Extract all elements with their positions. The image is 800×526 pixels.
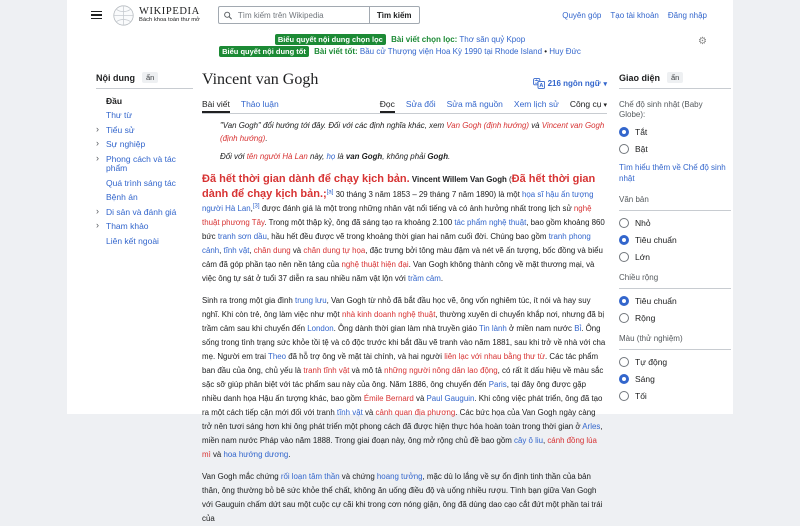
redlink[interactable]: cánh đồng lúa mì [202,435,597,459]
article-paragraph [202,294,607,462]
radio-icon[interactable] [619,357,629,367]
tabs-left [202,96,290,113]
login-link[interactable]: Đăng nhập [667,10,707,20]
text-run: , [542,435,548,445]
redlink[interactable]: chân dung tự họa [303,245,366,255]
radio-selected-icon[interactable] [619,127,629,137]
article-tab-bar [202,96,607,114]
radio-option[interactable] [619,252,731,262]
appearance-section-label: Chiều rộng [619,273,731,289]
radio-option[interactable] [619,144,731,154]
menu-button[interactable] [91,9,105,21]
banner-line [67,46,733,57]
toc-hide-button[interactable]: ẩn [142,72,158,83]
text-run: , bao gồm khoảng 860 bức [202,217,605,241]
separator: • [542,47,550,56]
radio-label: Tắt [635,127,648,137]
text-run: , mặc dù lo lắng về sự ổn định tinh thần của bản thân, ông thường bỏ bê sức khỏe thể chất, không ăn uống điều độ và uống nhiều rượu. Tình bạn giữa Van Gogh với Gauguin chấm dứt sau một cuộc cự cãi khi trong cơn nóng giận, ông đã dùng dao cạo cắt đứt một phần tai trái của [202,471,603,523]
language-count: 216 ngôn ngữ [547,79,601,88]
expand-chevron-icon[interactable]: › [96,205,99,216]
wikilink[interactable]: London [307,323,334,333]
appearance-learn-more-link[interactable]: Tìm hiểu thêm về Chế độ sinh nhật [619,163,726,183]
toc-item-label: Thư từ [106,110,133,120]
text-run: và [362,407,376,417]
wikipedia-globe-icon [113,5,134,26]
text-run: , có rất ít dấu hiệu về màu sắc sặc sỡ giúp phân biệt với tác phẩm sau này của ông. Năm 1886, ông chuyển đến [202,365,604,389]
text-run: , đặc trưng bởi tông màu đậm và nét vẽ ấn tượng, bốc đồng và biểu cảm đã góp phần tạo nên nền tảng của [202,245,603,269]
toc-item-label: Bệnh án [106,192,138,202]
toc-item-label: Tiểu sử [106,124,135,135]
text-run: Vincent Willem Van Gogh [411,174,507,184]
text-run: Van Gogh mắc chứng [202,471,281,481]
wikilink[interactable]: tĩnh vật [223,245,250,255]
wikilink[interactable]: họ [326,152,336,161]
text-run: và [210,449,224,459]
radio-icon[interactable] [619,252,629,262]
radio-option[interactable] [619,357,731,367]
appearance-section-label: Chế độ sinh nhật (Baby Globe): [619,100,703,119]
toc-sidebar [96,63,193,526]
wikilink[interactable]: tác phẩm nghệ thuật [454,217,527,227]
banner-link[interactable]: Thơ săn quỷ Kpop [459,35,526,44]
toc-item[interactable] [96,176,193,191]
banner-line [67,34,733,45]
appearance-hide-button[interactable]: ẩn [667,72,683,83]
svg-text:A: A [538,83,543,89]
toc-item-label: Liên kết ngoài [106,235,159,246]
text-run: . Các tác phẩm ban đầu của ông, chủ yếu là [202,351,599,375]
text-run: . Khi công việc phát triển, ông đã tạo ra một cách tiếp cận mới đối với tranh [202,393,603,417]
text-run: , miền nam nước Pháp vào năm 1888. Trong giai đoạn này, ông mở rộng chủ đề bao gồm [202,421,603,445]
wikilink[interactable]: Bỉ [574,323,582,333]
tab-thảo-luận[interactable] [241,96,279,113]
text-run: , Van Gogh từ nhỏ đã bắt đầu học vẽ, ông vốn nghiêm túc, ít nói và hay suy nghĩ. Khi còn trẻ, ông làm việc như một [202,295,591,319]
wikilink[interactable]: tĩnh vật [336,407,363,417]
text-run: "Van Gogh" đổi hướng tới đây. Đối với các định nghĩa khác, xem [220,121,447,130]
tab-công-cụ[interactable] [570,96,607,113]
radio-label: Lớn [635,252,651,262]
radio-label: Tự động [635,357,668,367]
redlink[interactable]: tranh tĩnh vật [303,365,350,375]
search-bar [218,6,420,24]
text-run: . Ông sống trong tình trạng sức khỏe tồi tệ và cô độc trước khi bắt đầu vẽ tranh vào năm 1881, sau khi trở về nhà với cha mẹ. Người em trai [202,323,606,361]
text-run: . [440,273,444,283]
radio-option[interactable] [619,374,731,384]
hamburger-icon [91,11,102,12]
redlink[interactable]: cảnh quan địa phương [375,407,456,417]
redlink[interactable]: Van Gogh (định hướng) [446,121,529,130]
wikilink[interactable]: Theo [268,351,286,361]
text-run: , [250,203,253,213]
wikilink[interactable]: Paris [488,379,507,389]
toc-item[interactable] [96,123,193,138]
redlink[interactable]: Vincent van Gogh (định hướng) [220,121,605,143]
tab-label: Công cụ [569,99,602,109]
toc-item[interactable] [96,94,193,109]
radio-option[interactable] [619,218,731,228]
tab-sửa-mã-nguồn[interactable] [447,96,503,113]
text-run: ở miền nam nước [506,323,575,333]
wikilink[interactable]: hoa hướng dương [223,449,289,459]
banner-link[interactable]: Huy Đức [549,47,581,56]
toc-item[interactable] [96,220,193,235]
wikipedia-logo[interactable] [113,5,200,26]
donate-link[interactable]: Quyên góp [562,10,602,20]
text-run: , tại đây ông được gặp nhiều danh họa Hậu ấn tượng khác, bao gồm [202,379,587,403]
text-run: van Gogh [345,152,383,161]
radio-label: Sáng [635,374,655,384]
banner-label: Bài viết chọn lọc: [391,35,458,44]
redlink[interactable]: nghệ thuật hiện đại [341,259,409,269]
tab-label: Thảo luận [240,99,279,109]
redlink[interactable]: chân dung [253,245,291,255]
expand-chevron-icon[interactable]: › [96,152,99,163]
search-icon [224,11,232,20]
text-run: , không phải [382,152,428,161]
radio-label: Tiêu chuẩn [635,296,677,306]
wikilink[interactable]: cây ô liu [514,435,543,445]
wikilink[interactable]: Tin lành [479,323,507,333]
radio-option[interactable] [619,127,731,137]
toc-list [96,94,193,249]
content-grid [67,63,733,526]
wikipedia-wordmark: WIKIPEDIA [139,5,200,17]
banner-badge[interactable]: Biểu quyết nội dung chọn lọc [275,34,386,45]
toc-item[interactable] [96,109,193,124]
redlink[interactable]: tên người Hà Lan [246,152,308,161]
tab-label: Sửa mã nguồn [446,99,503,109]
site-header [67,0,733,30]
tab-đọc[interactable] [380,96,395,113]
text-run: và [529,121,542,130]
appearance-section-label: Màu (thử nghiệm) [619,334,731,350]
text-run: Đối với [220,152,247,161]
appearance-sidebar [619,63,731,526]
text-run: , thường xuyên di chuyển khắp nơi, nhưng đã bị trầm cảm sau khi chuyển đến [202,309,605,333]
expand-chevron-icon[interactable]: › [96,123,99,134]
chevron-down-icon: ▾ [603,80,607,88]
radio-label: Tiêu chuẩn [635,235,677,245]
text-run: Gogh [427,152,449,161]
text-run: đã hỗ trợ ông về mặt tài chính, và hai người [286,351,445,361]
wikilink[interactable]: hoang tưởng [376,471,423,481]
tab-label: Bài viết [202,99,230,109]
text-run: , hầu hết đều được vẽ trong khoảng thời gian hai năm cuối đời. Chúng bao gồm [266,231,549,241]
language-selector-button[interactable] [533,78,607,89]
tab-xem-lịch-sử[interactable] [514,96,559,113]
toc-item-label: Phong cách và tác phẩm [106,153,176,173]
wikilink[interactable]: rối loạn tâm thần [280,471,340,481]
redlink[interactable]: nhà kinh doanh nghệ thuật [341,309,436,319]
expand-chevron-icon[interactable]: › [96,138,99,148]
redlink[interactable]: những người nông dân lao động [384,365,498,375]
text-run: . Các bức họa của Van Gogh ngày càng trở nên tươi sáng hơn khi ông phát triển một phong cách đã được hiện thực hóa hoàn toàn trong thời gian ở [202,407,596,431]
banner-links [459,35,525,44]
text-run: và chứng [339,471,377,481]
text-run: Đã hết thời gian dành để chạy kịch bản.; [202,172,596,200]
redlink[interactable]: Émile Bernard [363,393,414,403]
hatnote [220,120,607,145]
text-run: và [290,245,304,255]
toc-item-label: Tham khảo [106,221,149,231]
user-links [562,11,707,20]
radio-selected-icon[interactable] [619,374,629,384]
page-title: Vincent van Gogh [202,71,319,88]
tab-label: Xem lịch sử [513,99,559,109]
tab-label: Đọc [379,99,395,109]
banner-link[interactable]: Bầu cử Thượng viện Hoa Kỳ 1990 tại Rhode Island [359,47,543,56]
toc-item-label: Sự nghiệp [106,139,146,149]
text-run: và mô tả [349,365,385,375]
redlink[interactable]: liên lạc với nhau bằng thư từ [444,351,546,361]
text-run: 30 tháng 3 năm 1853 – 29 tháng 7 năm 1890) là một [333,189,523,199]
text-run: . Ông dành thời gian làm nhà truyền giáo [333,323,480,333]
article-paragraph [202,470,607,526]
toc-item[interactable] [96,191,193,206]
chevron-down-icon: ▾ [603,102,607,109]
radio-label: Nhỏ [635,218,651,228]
text-run: ( [506,174,512,184]
create-account-link[interactable]: Tạo tài khoản [610,10,659,20]
page-container [67,0,733,523]
wikilink[interactable]: tranh sơn dầu [217,231,267,241]
toc-item[interactable] [96,138,193,153]
text-run: và [413,393,427,403]
tab-bài-viết[interactable] [202,96,230,113]
search-button[interactable]: Tìm kiếm [369,6,420,24]
wikilink[interactable]: Paul Gauguin [426,393,475,403]
text-run: . [265,133,268,143]
redlink[interactable]: nghệ thuật phương Tây [202,203,592,227]
radio-label: Rộng [635,313,656,323]
wikilink[interactable]: trầm cảm [408,273,441,283]
toc-item[interactable] [96,234,193,249]
radio-icon[interactable] [619,218,629,228]
toc-item[interactable] [96,205,193,220]
text-run: . Trong một thập kỷ, ông đã sáng tạo ra khoảng 2.100 [264,217,455,227]
tab-sửa-đổi[interactable] [406,96,436,113]
text-run: , [249,245,254,255]
radio-label: Bật [635,144,648,154]
banner-label: Bài viết tốt: [314,47,358,56]
hatnote [220,151,607,164]
radio-icon[interactable] [619,144,629,154]
toc-item-label: Di sản và đánh giá [106,206,177,217]
wikilink[interactable]: trung lưu [295,295,327,305]
radio-selected-icon[interactable] [619,235,629,245]
toc-item-label: Đầu [106,95,123,106]
toc-item-label: Quá trình sáng tác [106,177,176,188]
radio-icon[interactable] [619,313,629,323]
radio-option[interactable] [619,296,731,306]
toc-title: Nội dung [96,72,135,83]
search-input[interactable] [236,10,364,21]
banner-area [67,30,733,63]
toc-item[interactable] [96,152,193,176]
text-run: . [448,152,451,161]
text-run: này, [307,152,327,161]
tab-label: Sửa đổi [405,99,436,109]
appearance-title: Giao diện [619,72,661,83]
radio-label: Tối [635,391,647,401]
gear-icon[interactable]: ⚙ [698,36,707,47]
expand-chevron-icon[interactable]: › [96,220,99,230]
text-run: . Van Gogh không thành công về mặt thương mại, và việc ông tự sát ở tuổi 37 diễn ra sau nhiều năm vật lộn với [202,259,595,283]
radio-selected-icon[interactable] [619,296,629,306]
text-run: , [219,245,224,255]
language-icon [533,78,545,89]
radio-option[interactable] [619,391,731,401]
text-run: là [335,152,346,161]
text-run: Đã hết thời gian dành để chạy kịch bản. [202,172,410,185]
wikilink[interactable]: tranh phong cảnh [202,231,591,255]
banner-badge[interactable]: Biểu quyết nội dung tốt [219,46,309,57]
wikipedia-tagline: Bách khoa toàn thư mở [139,16,200,23]
radio-option[interactable] [619,313,731,323]
appearance-section-label: Văn bản [619,195,731,211]
footnote-ref[interactable]: [3] [252,202,260,209]
wikilink[interactable]: họa sĩ hậu ấn tượng người Hà Lan [202,189,594,213]
text-run: Sinh ra trong một gia đình [202,295,295,305]
appearance-sections [619,100,731,401]
tabs-right [369,96,607,113]
footnote-ref[interactable]: [a] [326,188,334,195]
article-paragraph [202,172,607,286]
banner-links [360,47,581,56]
text-run: được đánh giá là một trong những nhân vật nổi tiếng và có ảnh hưởng nhất trong lịch sử [259,203,574,213]
text-run: . [288,449,291,459]
article-main [202,63,607,526]
radio-icon[interactable] [619,391,629,401]
wikilink[interactable]: Arles [582,421,601,431]
radio-option[interactable] [619,235,731,245]
